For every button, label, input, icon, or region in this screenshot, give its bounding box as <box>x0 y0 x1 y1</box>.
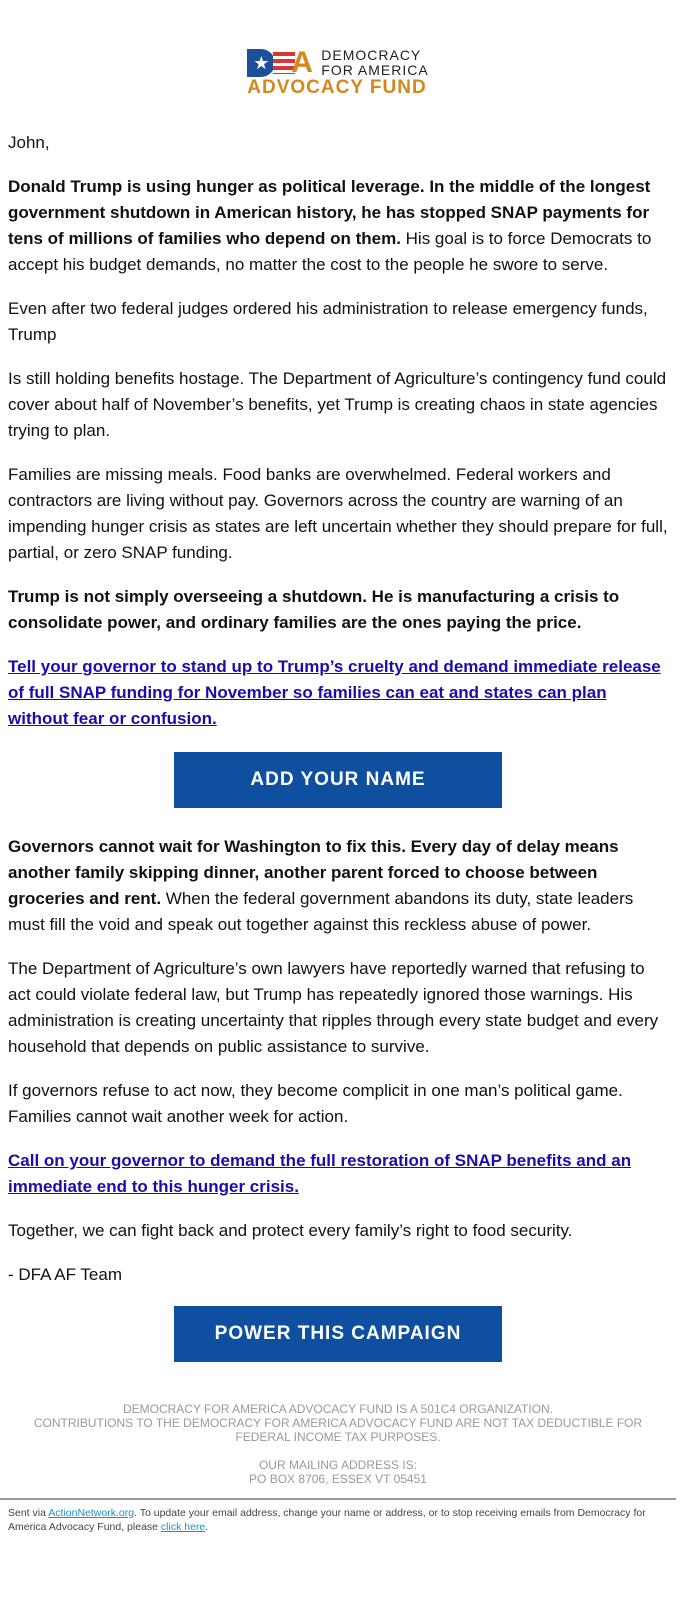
paragraph-6 <box>8 834 668 938</box>
paragraph-9: Together, we can fight back and protect every family’s right to food security. <box>8 1221 573 1240</box>
logo-line-1: DEMOCRACY <box>321 47 422 63</box>
paragraph-link-2 <box>8 1148 668 1200</box>
paragraph-1 <box>8 174 668 278</box>
call-governor-link[interactable]: Call on your governor to demand the full restoration of SNAP benefits and an immediate end to this hunger crisis. <box>8 1151 632 1196</box>
footer-org-status: DEMOCRACY FOR AMERICA ADVOCACY FUND IS A 501C4 ORGANIZATION. <box>122 1402 554 1416</box>
footer-tax-notice: CONTRIBUTIONS TO THE DEMOCRACY FOR AMERICA ADVOCACY FUND ARE NOT TAX DEDUCTIBLE FOR FEDERAL INCOME TAX PURPOSES. <box>33 1416 643 1444</box>
footer-address-label: OUR MAILING ADDRESS IS: <box>258 1458 418 1472</box>
paragraph-2: Even after two federal judges ordered his administration to release emergency funds, Trump <box>8 299 648 344</box>
text: . To update your email address, change your name or address, or to stop receiving emails from Democracy for America Advocacy Fund, please <box>8 1507 646 1533</box>
dfa-flag-mark-icon: ★ A <box>247 49 319 77</box>
bold-text: Trump is not simply overseeing a shutdown. He is manufacturing a crisis to consolidate power, and ordinary families are the ones paying the price. <box>8 587 620 632</box>
paragraph-7: The Department of Agriculture’s own lawyers have reportedly warned that refusing to act could violate federal law, but Trump has repeatedly ignored those warnings. His administration is creating uncertainty that ripples through every state budget and every household that depends on public assistance to survive. <box>8 959 659 1056</box>
paragraph-link-1 <box>8 654 668 732</box>
greeting: John, <box>8 133 50 152</box>
dfa-logo <box>8 0 668 108</box>
logo-line-2: FOR AMERICA <box>321 62 429 78</box>
logo-line-3: ADVOCACY FUND <box>247 77 427 98</box>
bold-text: Donald Trump is using hunger as political leverage. In the middle of the longest government shutdown in American history, he has stopped SNAP payments for tens of millions of families who depend on them. <box>8 177 651 248</box>
text: His goal is to force Democrats to accept his budget demands, no matter the cost to the people he swore to serve. <box>8 229 652 274</box>
footer <box>8 1402 668 1486</box>
sent-via-notice <box>0 1500 676 1540</box>
tell-governor-link[interactable]: Tell your governor to stand up to Trump’s cruelty and demand immediate release of full SNAP funding for November so families can eat and states can plan without fear or confusion. <box>8 657 661 728</box>
signoff: - DFA AF Team <box>8 1265 123 1284</box>
unsubscribe-link[interactable]: click here <box>160 1521 206 1533</box>
paragraph-5 <box>8 584 668 636</box>
action-network-link[interactable]: ActionNetwork.org <box>48 1507 135 1519</box>
text: Sent via <box>8 1507 49 1519</box>
paragraph-8: If governors refuse to act now, they become complicit in one man’s political game. Families cannot wait another week for action. <box>8 1081 623 1126</box>
footer-address: PO BOX 8706, ESSEX VT 05451 <box>249 1472 427 1486</box>
bold-text: Governors cannot wait for Washington to fix this. Every day of delay means another family skipping dinner, another parent forced to choose between groceries and rent. <box>8 837 619 908</box>
text: When the federal government abandons its duty, state leaders must fill the void and speak out together against this reckless abuse of power. <box>8 889 634 934</box>
paragraph-4: Families are missing meals. Food banks are overwhelmed. Federal workers and contractors are living without pay. Governors across the country are warning of an impending hunger crisis as states are left uncertain whether they should prepare for full, partial, or zero SNAP funding. <box>8 465 668 562</box>
text: . <box>205 1521 209 1533</box>
power-this-campaign-button[interactable]: POWER THIS CAMPAIGN <box>174 1306 502 1362</box>
add-your-name-button[interactable]: ADD YOUR NAME <box>174 752 502 808</box>
paragraph-3: Is still holding benefits hostage. The Department of Agriculture’s contingency fund could cover about half of November’s benefits, yet Trump is creating chaos in state agencies trying to plan. <box>8 369 667 440</box>
